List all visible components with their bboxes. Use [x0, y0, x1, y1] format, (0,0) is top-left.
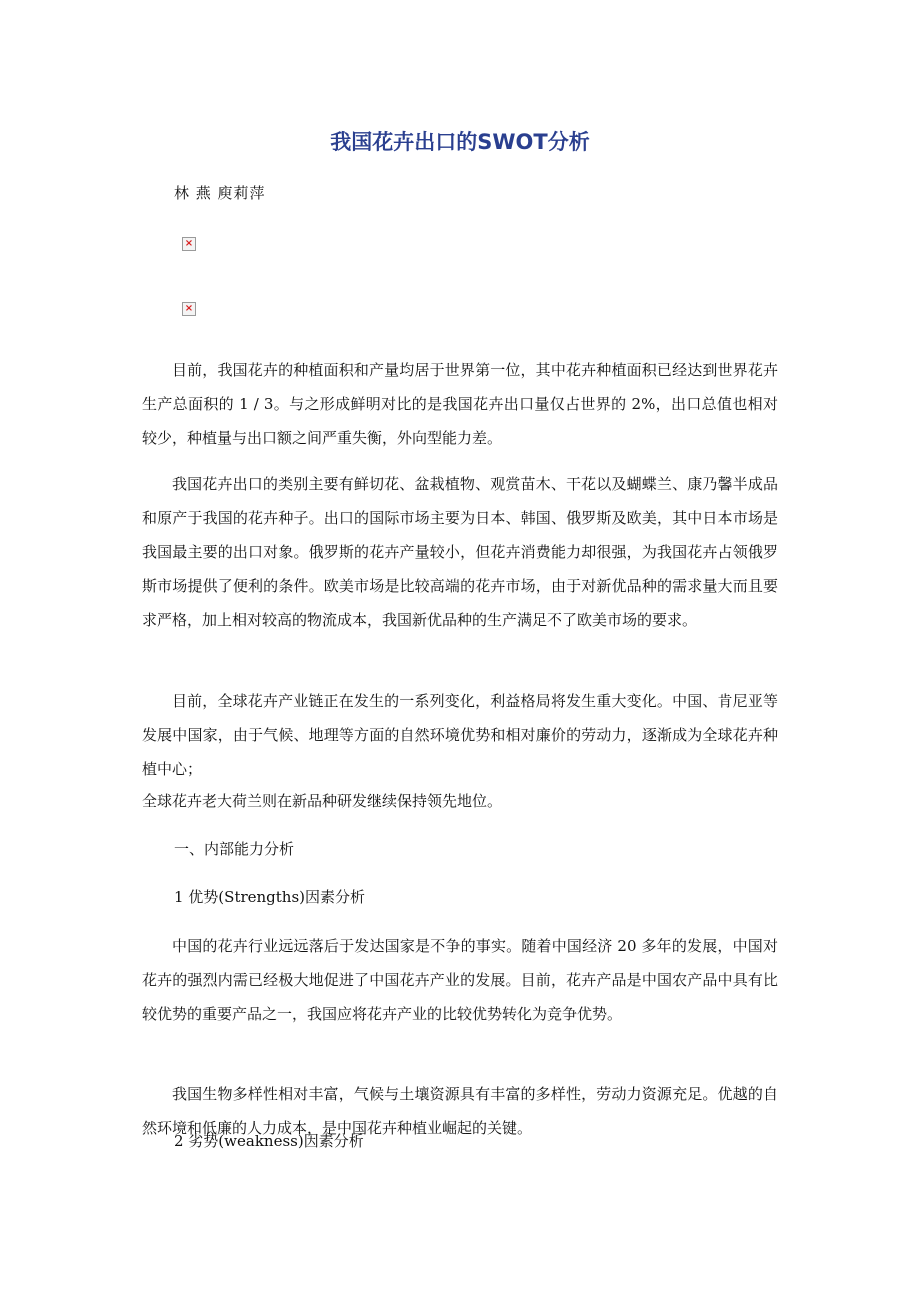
paragraph-export-categories: 我国花卉出口的类别主要有鲜切花、盆栽植物、观赏苗木、干花以及蝴蝶兰、康乃馨半成品和原产于我国的花卉种子。出口的国际市场主要为日本、韩国、俄罗斯及欧美，其中日本市场是我国最主要的出口对象。俄罗斯的花卉产量较小，但花卉消费能力却很强，为我国花卉占领俄罗斯市场提供了便利的条件。欧美市场是比较高端的花卉市场，由于对新优品种的需求量大而且要求严格，加上相对较高的物流成本，我国新优品种的生产满足不了欧美市场的要求。 — [142, 475, 778, 629]
paragraph-strengths-1: 中国的花卉行业远远落后于发达国家是不争的事实。随着中国经济 20 多年的发展，中国对花卉的强烈内需已经极大地促进了中国花卉产业的发展。目前，花卉产品是中国农产品中具有比较优势的重要产品之一，我国应将花卉产业的比较优势转化为竞争优势。 — [142, 937, 778, 1023]
paragraph-industry-changes: 目前，全球花卉产业链正在发生的一系列变化，利益格局将发生重大变化。中国、肯尼亚等发展中国家，由于气候、地理等方面的自然环境优势和相对廉价的劳动力，逐渐成为全球花卉种植中心； — [142, 692, 778, 778]
section-heading-internal: 一、内部能力分析 — [174, 840, 295, 858]
paragraph-strengths-2: 我国生物多样性相对丰富，气候与土壤资源具有丰富的多样性，劳动力资源充足。优越的自然环境和低廉的人力成本，是中国花卉种植业崛起的关键。 — [142, 1085, 778, 1137]
broken-image-icon — [182, 302, 196, 316]
paragraph-intro: 目前，我国花卉的种植面积和产量均居于世界第一位，其中花卉种植面积已经达到世界花卉生产总面积的 1 / 3。与之形成鲜明对比的是我国花卉出口量仅占世界的 2%，出口总值也相对较少，种植量与出口额之间严重失衡，外向型能力差。 — [142, 361, 778, 447]
document-authors: 林 燕 庾莉萍 — [174, 184, 266, 202]
broken-image-icon — [182, 237, 196, 251]
section-heading-weakness: 2 劣势(weakness)因素分析 — [174, 1132, 364, 1150]
section-heading-strengths: 1 优势(Strengths)因素分析 — [174, 888, 366, 906]
broken-image-glyph: × — [184, 238, 194, 249]
paragraph-netherlands: 全球花卉老大荷兰则在新品种研发继续保持领先地位。 — [142, 792, 503, 810]
document-title: 我国花卉出口的SWOT分析 — [330, 130, 590, 154]
broken-image-glyph: × — [184, 303, 194, 314]
